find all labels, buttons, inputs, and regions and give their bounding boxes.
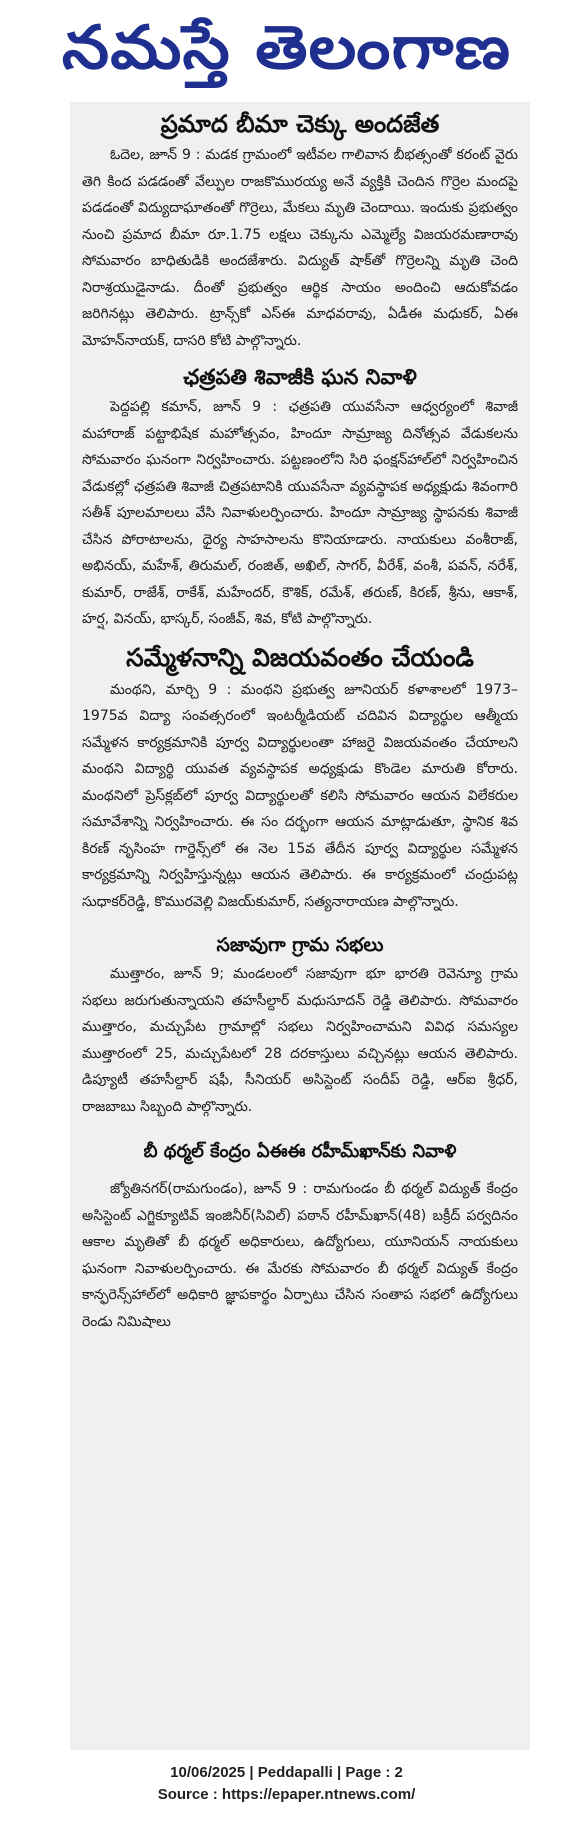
- article-alumni-meet: [70, 633, 530, 916]
- article-headline: ఛత్రపతి శివాజీకి ఘన నివాళి: [183, 365, 417, 389]
- footer-date-edition: 10/06/2025 | Peddapalli | Page : 2: [170, 1764, 403, 1781]
- page-footer: [0, 1762, 573, 1806]
- article-headline: బీ థర్మల్ కేంద్రం ఏఈఈ రహీమ్‌ఖాన్‌కు నివాళి: [143, 1141, 457, 1162]
- footer-source: Source : https://epaper.ntnews.com/: [157, 1786, 416, 1803]
- masthead-logo-title: నమస్తే తెలంగాణ: [61, 13, 512, 83]
- article-shivaji-tribute: [70, 354, 530, 633]
- article-headline: సమ్మేళనాన్ని విజయవంతం చేయండి: [126, 642, 474, 672]
- article-body: ముత్తారం, జూన్ 9; మండలంలో సజావుగా భూ భారతి రెవెన్యూ గ్రామ సభలు జరుగుతున్నాయని తహసీల్దార్ మధుసూదన్ రెడ్డి తెలిపారు. సోమవారం ముత్తారం, మచ్చుపేట గ్రామాల్లో సభలు నిర్వహించామని వివిధ సమస్యల ముత్తారంలో 25, మచ్చుపేటలో 28 దరకాస్తులు వచ్చినట్లు ఆయన తెలిపారు. డిప్యూటీ తహసీల్దార్ షఫీ, సీనియర్ అసిస్టెంట్ సందీప్ రెడ్డి, ఆర్ఐ శ్రీధర్, రాజబాబు సిబ్బంది పాల్గొన్నారు.: [82, 966, 518, 1115]
- article-headline: ప్రమాద బీమా చెక్కు అందజేత: [160, 110, 440, 138]
- article-headline: సజావుగా గ్రామ సభలు: [216, 934, 384, 956]
- article-thermal-tribute: [70, 1120, 530, 1335]
- article-body: మంథని, మార్చి 9 : మంథని ప్రభుత్వ జూనియర్ కళాశాలలో 1973–1975వ విద్యా సంవత్సరంలో ఇంటర్మీడియట్ చదివిన విద్యార్థుల ఆత్మీయ సమ్మేళన కార్యక్రమానికి పూర్వ విద్యార్థులంతా హాజరై విజయవంతం చేయాలని మంథని విద్యార్థి యువత వ్యవస్థాపక అధ్యక్షుడు కొండెల మారుతి కోరారు. మంథనిలో ప్రెస్‌క్లబ్‌లో పూర్వ విద్యార్థులతో కలిసి సోమవారం ఆయన విలేకరుల సమావేశాన్ని నిర్వహించారు. ఈ సం దర్భంగా ఆయన మాట్లాడుతూ, స్థానిక శివ కిరణ్ నృసింహ గార్డెన్స్‌లో ఈ నెల 15వ తేదీన పూర్వ విద్యార్థుల సమ్మేళన కార్యక్రమాన్ని నిర్వహిస్తున్నట్లు ఆయన తెలిపారు. ఈ కార్యక్రమంలో చంద్రుపట్ల సుధాకర్‌రెడ్డి, కొమురవెల్లి విజయ్‌కుమార్, సత్యనారాయణ పాల్గొన్నారు.: [82, 681, 518, 910]
- article-body: పెద్దపల్లి కమాన్, జూన్ 9 : ఛత్రపతి యువసేనా ఆధ్వర్యంలో శివాజీ మహారాజ్ పట్టాభిషేక మహోత్సవం, హిందూ సామ్రాజ్య దినోత్సవ వేడుకలను సోమవారం ఘనంగా నిర్వహించారు. పట్టణంలోని సిరి ఫంక్షన్‌హాల్‌లో నిర్వహించిన వేడుకల్లో ఛత్రపతి శివాజీ చిత్రపటానికి యువసేనా వ్యవస్థాపక అధ్యక్షుడు శివంగారి సతీశ్ పూలమాలలు వేసి నివాళులర్పించారు. హిందూ సామ్రాజ్య స్థాపనకు శివాజీ చేసిన పోరాటాలను, ధైర్య సాహసాలను కొనియాడారు. నాయకులు వంశీరాజ్, అభినయ్, మహేశ్, తిరుమల్, రంజిత్, అఖిల్, సాగర్, వీరేశ్, వంశీ, పవన్, నరేశ్, కుమార్, రాజేశ్, రాకేశ్, మహేందర్, కౌశిక్, రమేశ్, తరుణ్, కిరణ్, శ్రీను, ఆకాశ్, హర్ష, వినయ్, భాస్కర్, సంజీవ్, శివ, కోటి పాల్గొన్నారు.: [82, 399, 518, 627]
- article-body: జ్యోతినగర్(రామగుండం), జూన్ 9 : రామగుండం బీ థర్మల్ విద్యుత్ కేంద్రం అసిస్టెంట్ ఎగ్జిక్యూటివ్ ఇంజినీర్(సివిల్) పఠాన్ రహీమ్‌ఖాన్(48) బక్రీద్ పర్వదినం ఆకాల మృతితో బీ థర్మల్ అధికారులు, ఉద్యోగులు, యూనియన్ నాయకులు ఘనంగా నివాళులర్పించారు. ఈ మేరకు సోమవారం బీ థర్మల్ విద్యుత్ కేంద్రం కాన్ఫరెన్స్‌హాల్‌లో అధికారి జ్ఞాపకార్థం ఏర్పాటు చేసిన సంతాప సభలో ఉద్యోగులు రెండు నిమిషాలు: [82, 1181, 518, 1330]
- article-insurance-cheque: [70, 102, 530, 354]
- article-village-meetings: [70, 915, 530, 1120]
- newspaper-clipping: [70, 102, 530, 1750]
- article-body: ఓదెల, జూన్ 9 : మడక గ్రామంలో ఇటీవల గాలివాన బీభత్సంతో కరంట్ వైరు తెగి కింద పడడంతో వేల్పుల రాజకొమురయ్య అనే వ్యక్తికి చెందిన గొర్రెల మందపై పడడంతో విద్యుదాఘాతంతో గొర్రెలు, మేకలు మృతి చెందాయి. ఇందుకు ప్రభుత్వం నుంచి ప్రమాద బీమా రూ.1.75 లక్షలు చెక్కును ఎమ్మెల్యే విజయరమణారావు సోమవారం బాధితుడికి అందజేశారు. విద్యుత్ షాక్‌తో గొర్రెలన్ని మృతి చెంది నిరాశ్రయుడైనాడు. దీంతో ప్రభుత్వం ఆర్థిక సాయం అందించి ఆదుకోవడం జరిగినట్లు తెలిపారు. ట్రాన్స్‌కో ఎస్ఈ మాధవరావు, ఏడీఈ మధుకర్, ఏఈ మోహన్‌నాయక్, దాసరి కోటి పాల్గొన్నారు.: [82, 147, 518, 349]
- masthead: [0, 0, 573, 96]
